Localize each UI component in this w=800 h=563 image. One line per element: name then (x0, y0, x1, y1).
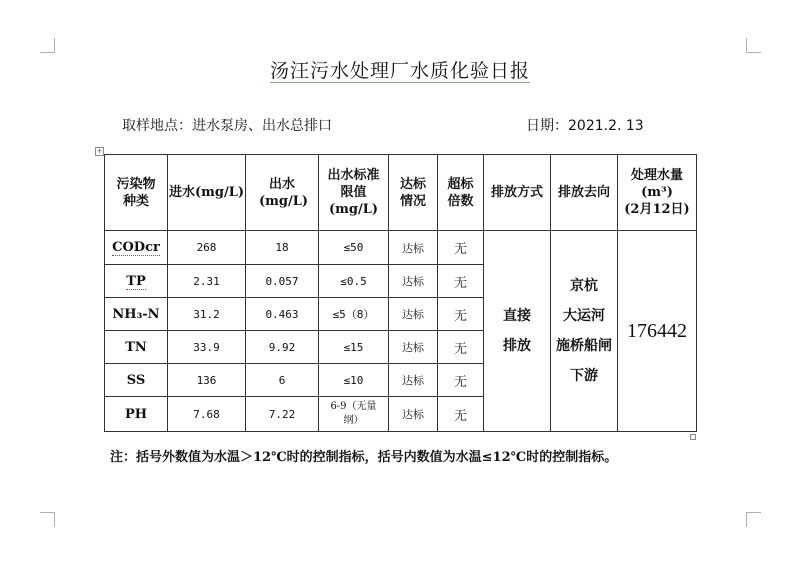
row-status: 达标 (389, 265, 438, 298)
discharge-destination-line2: 大运河 (563, 308, 605, 324)
header-status: 达标情况 (389, 155, 438, 231)
header-effluent: 出水(mg/L) (246, 155, 319, 231)
row-pollutant: TN (105, 331, 168, 364)
row-pollutant: NH₃-N (105, 298, 168, 331)
discharge-method-line1: 直接 (503, 308, 531, 324)
table-header-row (105, 155, 697, 231)
discharge-method (484, 231, 551, 432)
row-effluent: 0.057 (246, 265, 319, 298)
row-influent: 268 (168, 231, 246, 265)
header-volume-line3: (2月12日) (624, 202, 690, 217)
header-volume (618, 155, 697, 231)
crop-mark-bottom-right (746, 512, 761, 527)
row-exceed: 无 (438, 364, 484, 397)
row-exceed: 无 (438, 231, 484, 265)
discharge-destination-line4: 下游 (570, 368, 598, 384)
row-influent: 33.9 (168, 331, 246, 364)
header-influent: 进水(mg/L) (168, 155, 246, 231)
discharge-method-line2: 排放 (503, 338, 531, 354)
header-destination: 排放去向 (551, 155, 618, 231)
row-limit: ≤0.5 (319, 265, 389, 298)
row-influent: 31.2 (168, 298, 246, 331)
crop-mark-top-right (746, 38, 761, 53)
row-status: 达标 (389, 364, 438, 397)
row-status: 达标 (389, 397, 438, 432)
table-resize-handle-icon[interactable] (690, 434, 696, 440)
crop-mark-bottom-left (40, 512, 55, 527)
row-effluent: 18 (246, 231, 319, 265)
row-effluent: 0.463 (246, 298, 319, 331)
header-volume-line1: 处理水量 (630, 168, 683, 183)
header-exceed: 超标倍数 (438, 155, 484, 231)
row-status: 达标 (389, 231, 438, 265)
table-footnote: 注：括号外数值为水温＞12℃时的控制指标，括号内数值为水温≤12℃时的控制指标。 (110, 450, 618, 465)
row-limit: ≤5（8） (319, 298, 389, 331)
report-title (0, 56, 800, 83)
treated-volume: 176442 (618, 231, 697, 432)
row-influent: 7.68 (168, 397, 246, 432)
row-pollutant: PH (105, 397, 168, 432)
discharge-destination-line1: 京杭 (570, 278, 598, 294)
row-exceed: 无 (438, 331, 484, 364)
water-quality-table (104, 154, 697, 432)
table-row-codcr (105, 231, 697, 265)
row-pollutant: TP (105, 265, 168, 298)
row-pollutant: CODcr (105, 231, 168, 265)
header-volume-line2: (m³) (641, 185, 673, 200)
crop-mark-top-left (40, 38, 55, 53)
row-exceed: 无 (438, 298, 484, 331)
header-limit: 出水标准限值(mg/L) (319, 155, 389, 231)
table-move-handle-icon[interactable]: + (96, 147, 103, 155)
discharge-destination-line3: 施桥船闸 (556, 338, 612, 354)
row-influent: 136 (168, 364, 246, 397)
discharge-destination (551, 231, 618, 432)
header-pollutant: 污染物种类 (105, 155, 168, 231)
row-effluent: 6 (246, 364, 319, 397)
row-limit: ≤15 (319, 331, 389, 364)
row-effluent: 7.22 (246, 397, 319, 432)
sampling-location: 取样地点：进水泵房、出水总排口 (122, 118, 332, 134)
report-title-text: 汤汪污水处理厂水质化验日报 (269, 60, 530, 82)
row-limit: ≤50 (319, 231, 389, 265)
row-status: 达标 (389, 298, 438, 331)
row-influent: 2.31 (168, 265, 246, 298)
header-method: 排放方式 (484, 155, 551, 231)
row-effluent: 9.92 (246, 331, 319, 364)
row-limit: ≤10 (319, 364, 389, 397)
row-pollutant: SS (105, 364, 168, 397)
row-exceed: 无 (438, 397, 484, 432)
row-status: 达标 (389, 331, 438, 364)
row-limit: 6-9（无量纲） (319, 397, 389, 432)
report-date: 日期：2021.2. 13 (526, 118, 644, 134)
row-exceed: 无 (438, 265, 484, 298)
